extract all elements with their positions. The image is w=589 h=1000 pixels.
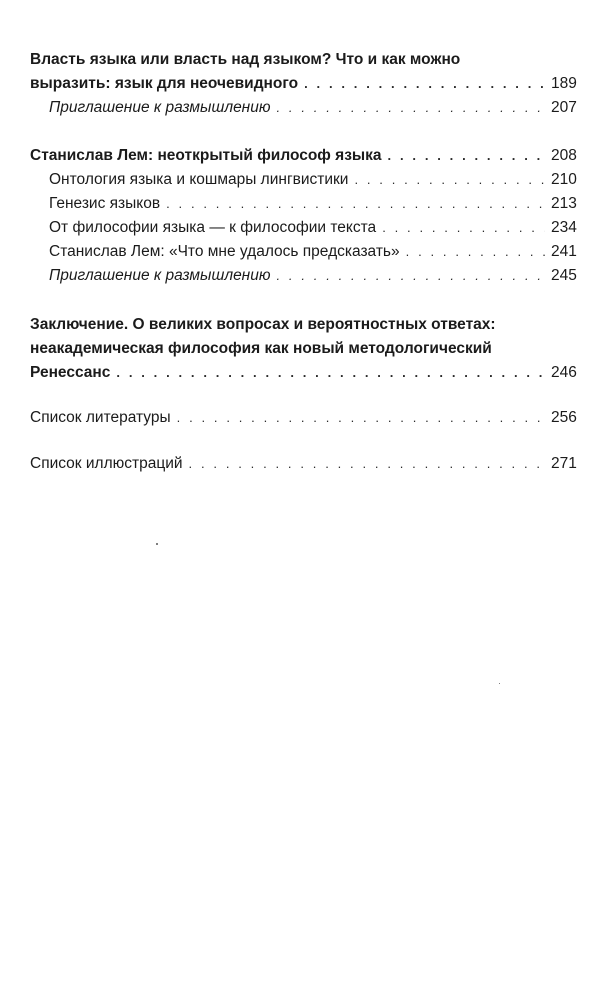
toc-entry-page: 241: [551, 243, 577, 260]
toc-entry-section: [30, 240, 575, 264]
toc-entry-chapter: [30, 313, 575, 385]
toc-entry-section: [30, 96, 575, 120]
toc-entry-title: Станислав Лем: неоткрытый философ языка: [30, 147, 382, 164]
toc-entry-page: 245: [551, 267, 577, 284]
toc-entry-page: 208: [551, 147, 577, 164]
toc-entry-title: Список иллюстраций: [30, 455, 183, 472]
toc-entry-page: 256: [551, 409, 577, 426]
toc-entry-title: Список литературы: [30, 409, 171, 426]
toc-entry-title: От философии языка — к философии текста: [49, 219, 377, 236]
toc-entry-title: выразить: язык для неочевидного: [30, 75, 299, 92]
toc-entry-title: Ренессанс: [30, 364, 111, 381]
toc-entry-chapter: [30, 144, 575, 168]
dot-leader: [304, 72, 545, 96]
toc-entry-page: 189: [551, 75, 577, 92]
toc-entry-title-line: Заключение. О великих вопросах и вероятностных ответах:: [30, 316, 496, 333]
toc-entry-title: Приглашение к размышлению: [49, 99, 271, 116]
toc-entry-title: Станислав Лем: «Что мне удалось предсказать»: [49, 243, 400, 260]
dot-leader: [382, 216, 545, 240]
toc-entry-page: 213: [551, 195, 577, 212]
paper-speck: [499, 683, 500, 684]
dot-leader: [277, 96, 546, 120]
dot-leader: [177, 406, 545, 430]
dot-leader: [166, 192, 545, 216]
toc-entry-section: [30, 192, 575, 216]
dot-leader: [388, 144, 545, 168]
toc-entry-page: 210: [551, 171, 577, 188]
dot-leader: [406, 240, 545, 264]
toc-entry-section: [30, 216, 575, 240]
toc-entry-page: 246: [551, 364, 577, 381]
toc-entry-chapter: [30, 452, 575, 476]
dot-leader: [189, 452, 545, 476]
toc-entry-section: [30, 264, 575, 288]
toc-entry-title-line: неакадемическая философия как новый методологический: [30, 340, 492, 357]
dot-leader: [116, 361, 545, 385]
dot-leader: [277, 264, 546, 288]
toc-entry-title: Генезис языков: [49, 195, 161, 212]
toc-entry-chapter: [30, 48, 575, 96]
toc-entry-chapter: [30, 406, 575, 430]
toc-entry-page: 234: [551, 219, 577, 236]
toc-entry-title-line: Власть языка или власть над языком? Что и как можно: [30, 51, 461, 68]
toc-entry-page: 271: [551, 455, 577, 472]
toc-entry-section: [30, 168, 575, 192]
toc-entry-page: 207: [551, 99, 577, 116]
dot-leader: [354, 168, 545, 192]
paper-speck: [156, 543, 158, 545]
table-of-contents: [30, 48, 575, 476]
toc-entry-title: Приглашение к размышлению: [49, 267, 271, 284]
toc-entry-title: Онтология языка и кошмары лингвистики: [49, 171, 349, 188]
